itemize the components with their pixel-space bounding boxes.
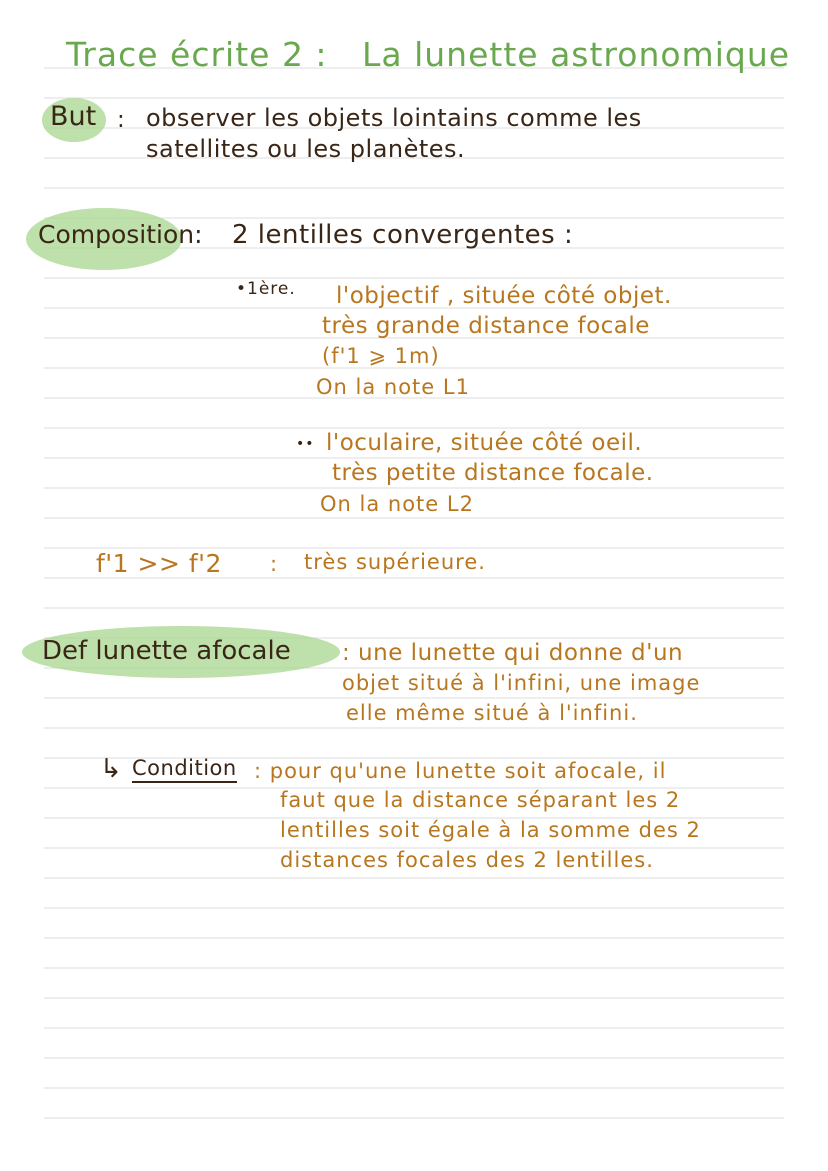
definition-label: Def lunette afocale — [42, 636, 291, 666]
condition-label: Condition — [132, 758, 237, 783]
second-lens-line-3: On la note L2 — [320, 492, 474, 516]
first-lens-line-3: (f'1 ⩾ 1m) — [322, 344, 440, 368]
focal-relation-formula: f'1 >> f'2 — [96, 549, 222, 578]
second-lens-line-1: l'oculaire, située côté oeil. — [326, 430, 643, 456]
first-lens-line-1: l'objectif , située côté objet. — [336, 283, 672, 309]
definition-line-1: : une lunette qui donne d'un — [342, 640, 684, 666]
second-lens-bullet: •• — [296, 436, 315, 452]
but-line-2: satellites ou les planètes. — [146, 135, 466, 163]
but-line-1: observer les objets lointains comme les — [146, 104, 642, 132]
definition-line-3: elle même situé à l'infini. — [346, 701, 638, 725]
title-right: La lunette astronomique — [362, 35, 791, 74]
condition-line-4: distances focales des 2 lentilles. — [280, 848, 654, 872]
title-left: Trace écrite 2 : — [66, 35, 328, 74]
first-lens-line-4: On la note L1 — [316, 375, 470, 399]
composition-label: Composition: — [38, 220, 203, 249]
condition-line-1: : pour qu'une lunette soit afocale, il — [254, 759, 667, 783]
definition-line-2: objet situé à l'infini, une image — [342, 671, 701, 695]
focal-relation-separator: : — [270, 552, 279, 576]
condition-line-3: lentilles soit égale à la somme des 2 — [280, 818, 701, 842]
first-lens-bullet: •1ère. — [236, 279, 296, 299]
composition-intro: 2 lentilles convergentes : — [232, 220, 574, 250]
but-label: But — [50, 101, 97, 132]
second-lens-line-2: très petite distance focale. — [332, 460, 654, 486]
condition-arrow-icon: ↳ — [100, 754, 123, 784]
condition-line-2: faut que la distance séparant les 2 — [280, 788, 681, 812]
first-lens-line-2: très grande distance focale — [322, 313, 650, 339]
but-separator: : — [117, 107, 126, 133]
focal-relation-text: très supérieure. — [304, 550, 486, 574]
